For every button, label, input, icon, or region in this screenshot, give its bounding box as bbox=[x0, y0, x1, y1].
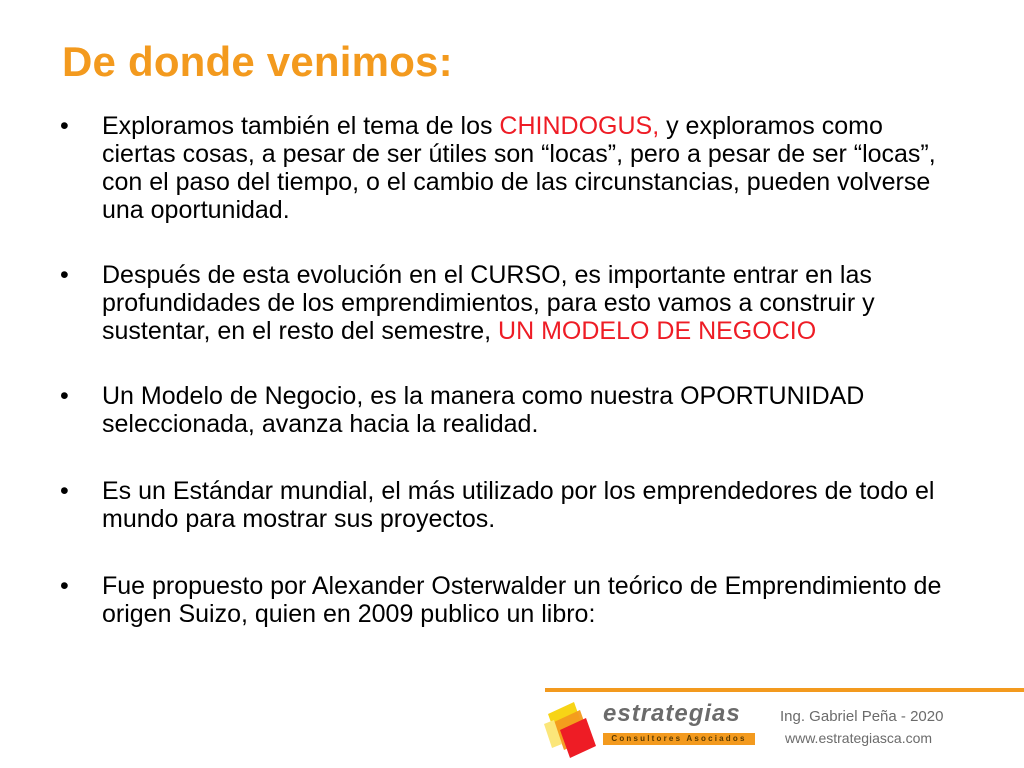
bullet-list bbox=[60, 112, 960, 628]
brand-name: estrategias bbox=[603, 700, 741, 727]
highlight-text: UN MODELO DE NEGOCIO bbox=[498, 317, 817, 345]
bullet-text: Después de esta evolución en el CURSO, es importante entrar en las profundidades de los emprendimientos, para esto vamos a construir y sustentar, en el resto del semestre, bbox=[102, 261, 875, 345]
bullet-text: Exploramos también el tema de los bbox=[102, 112, 500, 140]
bullet-item-modelo bbox=[60, 261, 960, 345]
bullet-text: Es un Estándar mundial, el más utilizado por los emprendedores de todo el mundo para mostrar sus proyectos. bbox=[102, 477, 935, 533]
slide-title: De donde venimos: bbox=[62, 38, 453, 85]
bullet-item-osterwalder bbox=[60, 572, 960, 628]
author-credit: Ing. Gabriel Peña - 2020 bbox=[780, 708, 944, 725]
bullet-text: Un Modelo de Negocio, es la manera como nuestra OPORTUNIDAD seleccionada, avanza hacia la realidad. bbox=[102, 382, 865, 438]
bullet-item-estandar bbox=[60, 477, 960, 533]
highlight-text: CHINDOGUS, bbox=[499, 112, 660, 140]
bullet-item-definicion bbox=[60, 382, 960, 438]
bullet-text: y exploramos como ciertas cosas, a pesar de ser útiles son “locas”, pero a pesar de ser “locas”, con el paso del tiempo, o el cambio de las circunstancias, pueden volverse una oportunidad. bbox=[102, 112, 936, 224]
brand-subtitle: Consultores Asociados bbox=[603, 733, 755, 745]
bullet-text: Fue propuesto por Alexander Osterwalder un teórico de Emprendimiento de origen Suizo, quien en 2009 publico un libro: bbox=[102, 572, 942, 628]
estrategias-logo-icon bbox=[540, 694, 600, 764]
bullet-item-chindogus bbox=[60, 112, 960, 224]
footer-divider bbox=[545, 688, 1024, 692]
website-url: www.estrategiasca.com bbox=[785, 730, 933, 746]
